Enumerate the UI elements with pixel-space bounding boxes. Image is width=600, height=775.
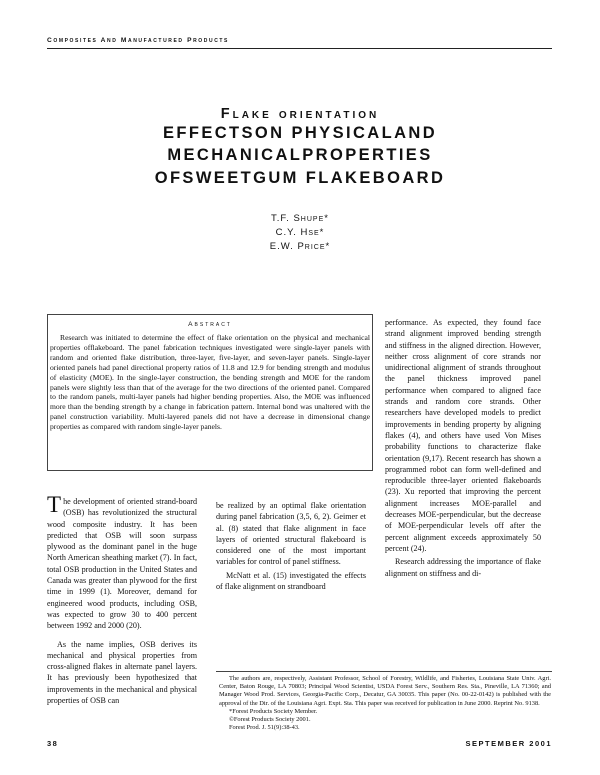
title-line-4: OFSWEETGUM FLAKEBOARD [154, 169, 446, 187]
col3-paragraph-2: Research addressing the importance of flake alignment on stiffness and di- [385, 557, 541, 578]
col1-paragraph-2: As the name implies, OSB derives its mechanical and physical properties from cross-aligned flakes in alternate panel layers. It has previously been hypothesized that improvements in the mechanical and physical properties of OSB can [47, 639, 197, 706]
author-1: T.F. Shupe* [271, 213, 329, 224]
author-3: E.W. Price* [269, 241, 331, 252]
header-rule [47, 48, 552, 49]
title-line-2: EFFECTSON PHYSICALAND [162, 124, 438, 142]
col2-paragraph-2: McNatt et al. (15) investigated the effects of flake alignment on strandboard [216, 570, 366, 592]
title-line-3: MECHANICALPROPERTIES [167, 146, 433, 164]
footnote-rule [216, 671, 552, 672]
body-column-3 [385, 317, 541, 579]
body-column-2 [216, 500, 366, 592]
footnote-citation: Forest Prod. J. 51(9):38-43. [229, 724, 300, 732]
author-2: C.Y. Hse* [275, 227, 325, 238]
col2-paragraph-1: be realized by an optimal flake orientation during panel fabrication (3,5, 6, 2). Geimer et al. (8) stated that flake alignment in face layers of oriented structural flakeboard is considered one of the most important variables for control of panel stiffness. [216, 501, 366, 567]
issue-date: SEPTEMBER 2001 [465, 739, 552, 748]
footnote [219, 675, 551, 732]
col3-paragraph-1: performance. As expected, they found face strand alignment improved bending strength and stiffness in the aligned direction. However, neither cross alignment of core strands nor unidirectional alignment of strands throughout the panel thickness improved panel performance when compared to aligned face strands and random core strands. Other researchers have developed models to predict improvements in bending property by aligning flakes (4), and others have used Von Mises probability functions to characterize flake orientation (9,17). Recent research has shown a programmed robot can form well-defined and reproducible three-layer oriented flakeboards (23). Xu reported that improving the percent alignment increases MOE-parallel and decreases MOE-perpendicular, but the decrease of MOE-perpendicular levels off after the percent alignment exceeds approximately 50 percent (24). [385, 318, 541, 553]
footnote-text: The authors are, respectively, Assistant Professor, School of Forestry, Wildlife, and Fisheries, Louisiana State Univ. Agri. Center, Baton Rouge, LA 70803; Principal Wood Scientist, USDA Forest Serv., Southern Res. Sta., Pineville, LA 71360; and Manager Wood Prod. Services, Georgia-Pacific Corp., Decatur, GA 30035. This paper (No. 00-22-0142) is published with the approval of the Dir. of the Louisiana Agri. Expt. Sta. This paper was received for publication in June 2000. Reprint No. 9138. [219, 675, 551, 707]
body-column-1 [47, 492, 197, 706]
footnote-member: *Forest Products Society Member. [229, 707, 318, 715]
col1-paragraph-1: he development of oriented strand-board (OSB) has revolutionized the structural wood composite industry. It has been predicted that OSB will soon surpass plywood as the dominant panel in the huge North American sheathing market (7). In fact, total OSB production in the United States and Canada was greater than plywood for the first time in 1999 (1). Moreover, demand for engineered wood products, including OSB, was expected to grow 30 to 400 percent between 1992 and 2000 (20). [47, 497, 197, 631]
section-header: Composites And Manufactured Products [47, 37, 229, 44]
page-number: 38 [47, 739, 59, 748]
drop-cap: T [47, 492, 62, 517]
abstract-heading: Abstract [188, 321, 232, 328]
title-line-1: Flake orientation [220, 106, 380, 122]
footnote-copyright: ©Forest Products Society 2001. [229, 716, 311, 724]
abstract-text: Research was initiated to determine the effect of flake orientation on the physical and mechanical properties offlakeboard. The panel fabrication techniques investigated were single-layer panels with random and oriented flake distribution, three-layer, five-layer, and seven-layer panels. Single-layer oriented panels had panel directional property ratios of 11.8 and 12.9 for bending strength and modulus of elasticity (MOE). In the single-layer construction, the bending strength and MOE for the random panels were slightly less than that of the average for the two directions of the oriented panel. Compared to the random panels, multi-layer panels had higher bending properties. Also, the MOE was influenced more than the bending strength by a change in fabrication pattern. Internal bond was unaltered with the panel construction variability. Multi-layered panels did not have a decrease in dimensional change properties as compared with random single-layer panels. [50, 333, 370, 432]
